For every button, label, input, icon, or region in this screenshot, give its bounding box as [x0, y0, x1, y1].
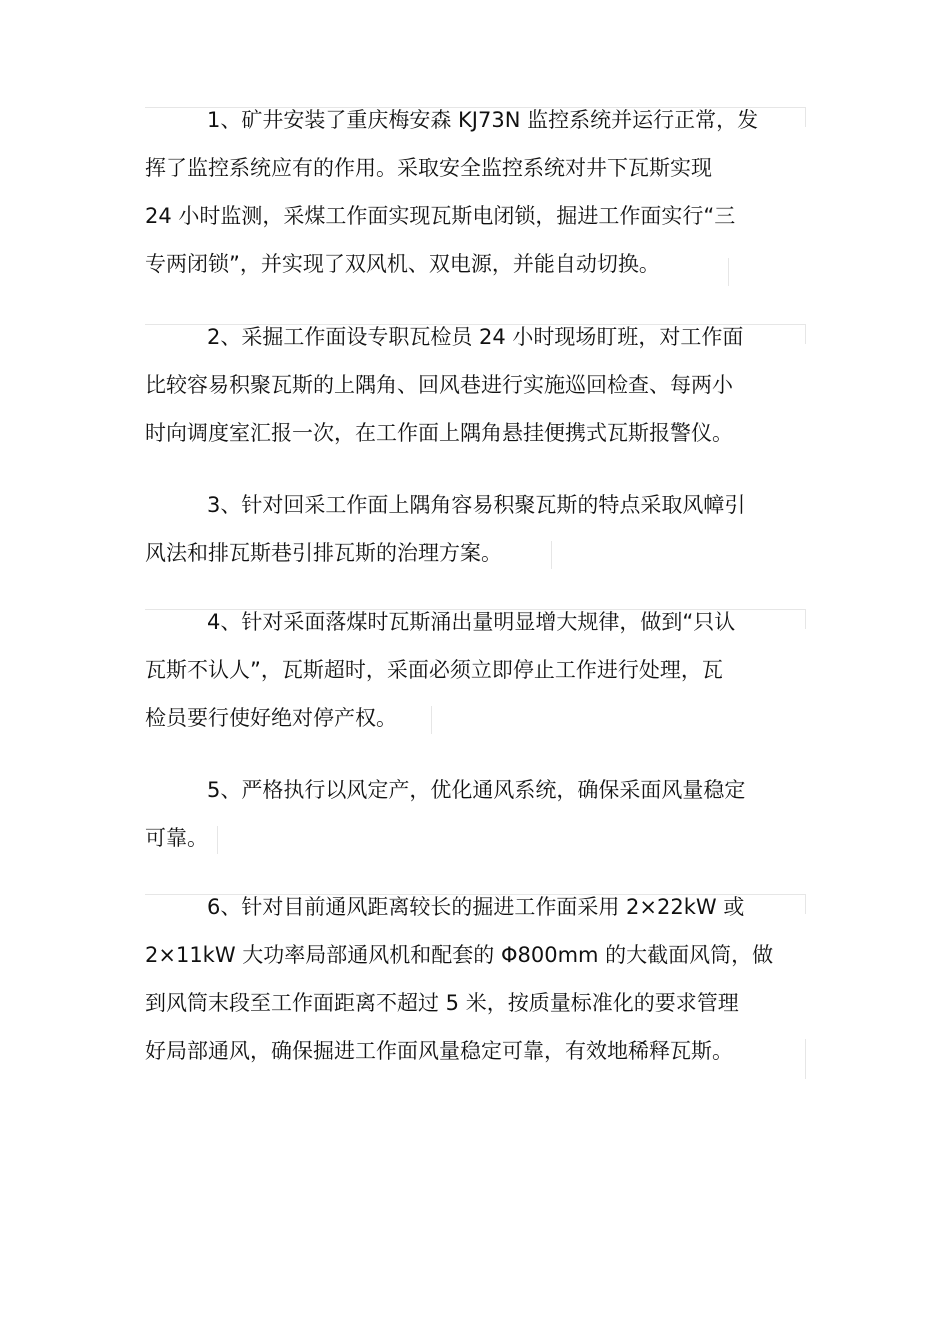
text-boundary-right [805, 324, 806, 344]
paragraph-line: 风法和排瓦斯巷引排瓦斯的治理方案。 [145, 541, 502, 565]
paragraph-line: 可靠。 [145, 826, 208, 850]
text-boundary-end [551, 541, 552, 569]
paragraph-line: 2×11kW 大功率局部通风机和配套的 Φ800mm 的大截面风筒，做 [145, 943, 774, 967]
paragraph-line: 1、矿井安装了重庆梅安森 KJ73N 监控系统并运行正常，发 [207, 108, 759, 132]
paragraph-4 [145, 598, 735, 742]
text-boundary-end [217, 826, 218, 854]
paragraph-line: 检员要行使好绝对停产权。 [145, 706, 397, 730]
paragraph-line: 挥了监控系统应有的作用。采取安全监控系统对井下瓦斯实现 [145, 156, 712, 180]
paragraph-line: 3、针对回采工作面上隅角容易积聚瓦斯的特点采取风幛引 [207, 493, 746, 517]
paragraph-1 [145, 96, 758, 288]
text-boundary-right [805, 609, 806, 629]
paragraph-6 [145, 883, 773, 1075]
text-boundary-right [805, 894, 806, 914]
text-boundary-end [431, 706, 432, 734]
text-boundary-end [805, 1039, 806, 1079]
paragraph-line: 专两闭锁”，并实现了双风机、双电源，并能自动切换。 [145, 252, 660, 276]
paragraph-line: 5、严格执行以风定产，优化通风系统，确保采面风量稳定 [207, 778, 746, 802]
paragraph-line: 比较容易积聚瓦斯的上隅角、回风巷进行实施巡回检查、每两小 [145, 373, 733, 397]
paragraph-line: 时向调度室汇报一次，在工作面上隅角悬挂便携式瓦斯报警仪。 [145, 421, 733, 445]
paragraph-line: 6、针对目前通风距离较长的掘进工作面采用 2×22kW 或 [207, 895, 745, 919]
paragraph-line: 2、采掘工作面设专职瓦检员 24 小时现场盯班，对工作面 [207, 325, 744, 349]
text-boundary-end [728, 258, 729, 286]
paragraph-line: 到风筒末段至工作面距离不超过 5 米，按质量标准化的要求管理 [145, 991, 739, 1015]
paragraph-line: 24 小时监测，采煤工作面实现瓦斯电闭锁，掘进工作面实行“三 [145, 204, 736, 228]
paragraph-5 [145, 766, 745, 862]
paragraph-line: 瓦斯不认人”，瓦斯超时，采面必须立即停止工作进行处理，瓦 [145, 658, 723, 682]
text-boundary-right [805, 107, 806, 127]
paragraph-line: 好局部通风，确保掘进工作面风量稳定可靠，有效地稀释瓦斯。 [145, 1039, 733, 1063]
paragraph-3 [145, 481, 745, 577]
paragraph-2 [145, 313, 743, 457]
paragraph-line: 4、针对采面落煤时瓦斯涌出量明显增大规律，做到“只认 [207, 610, 736, 634]
